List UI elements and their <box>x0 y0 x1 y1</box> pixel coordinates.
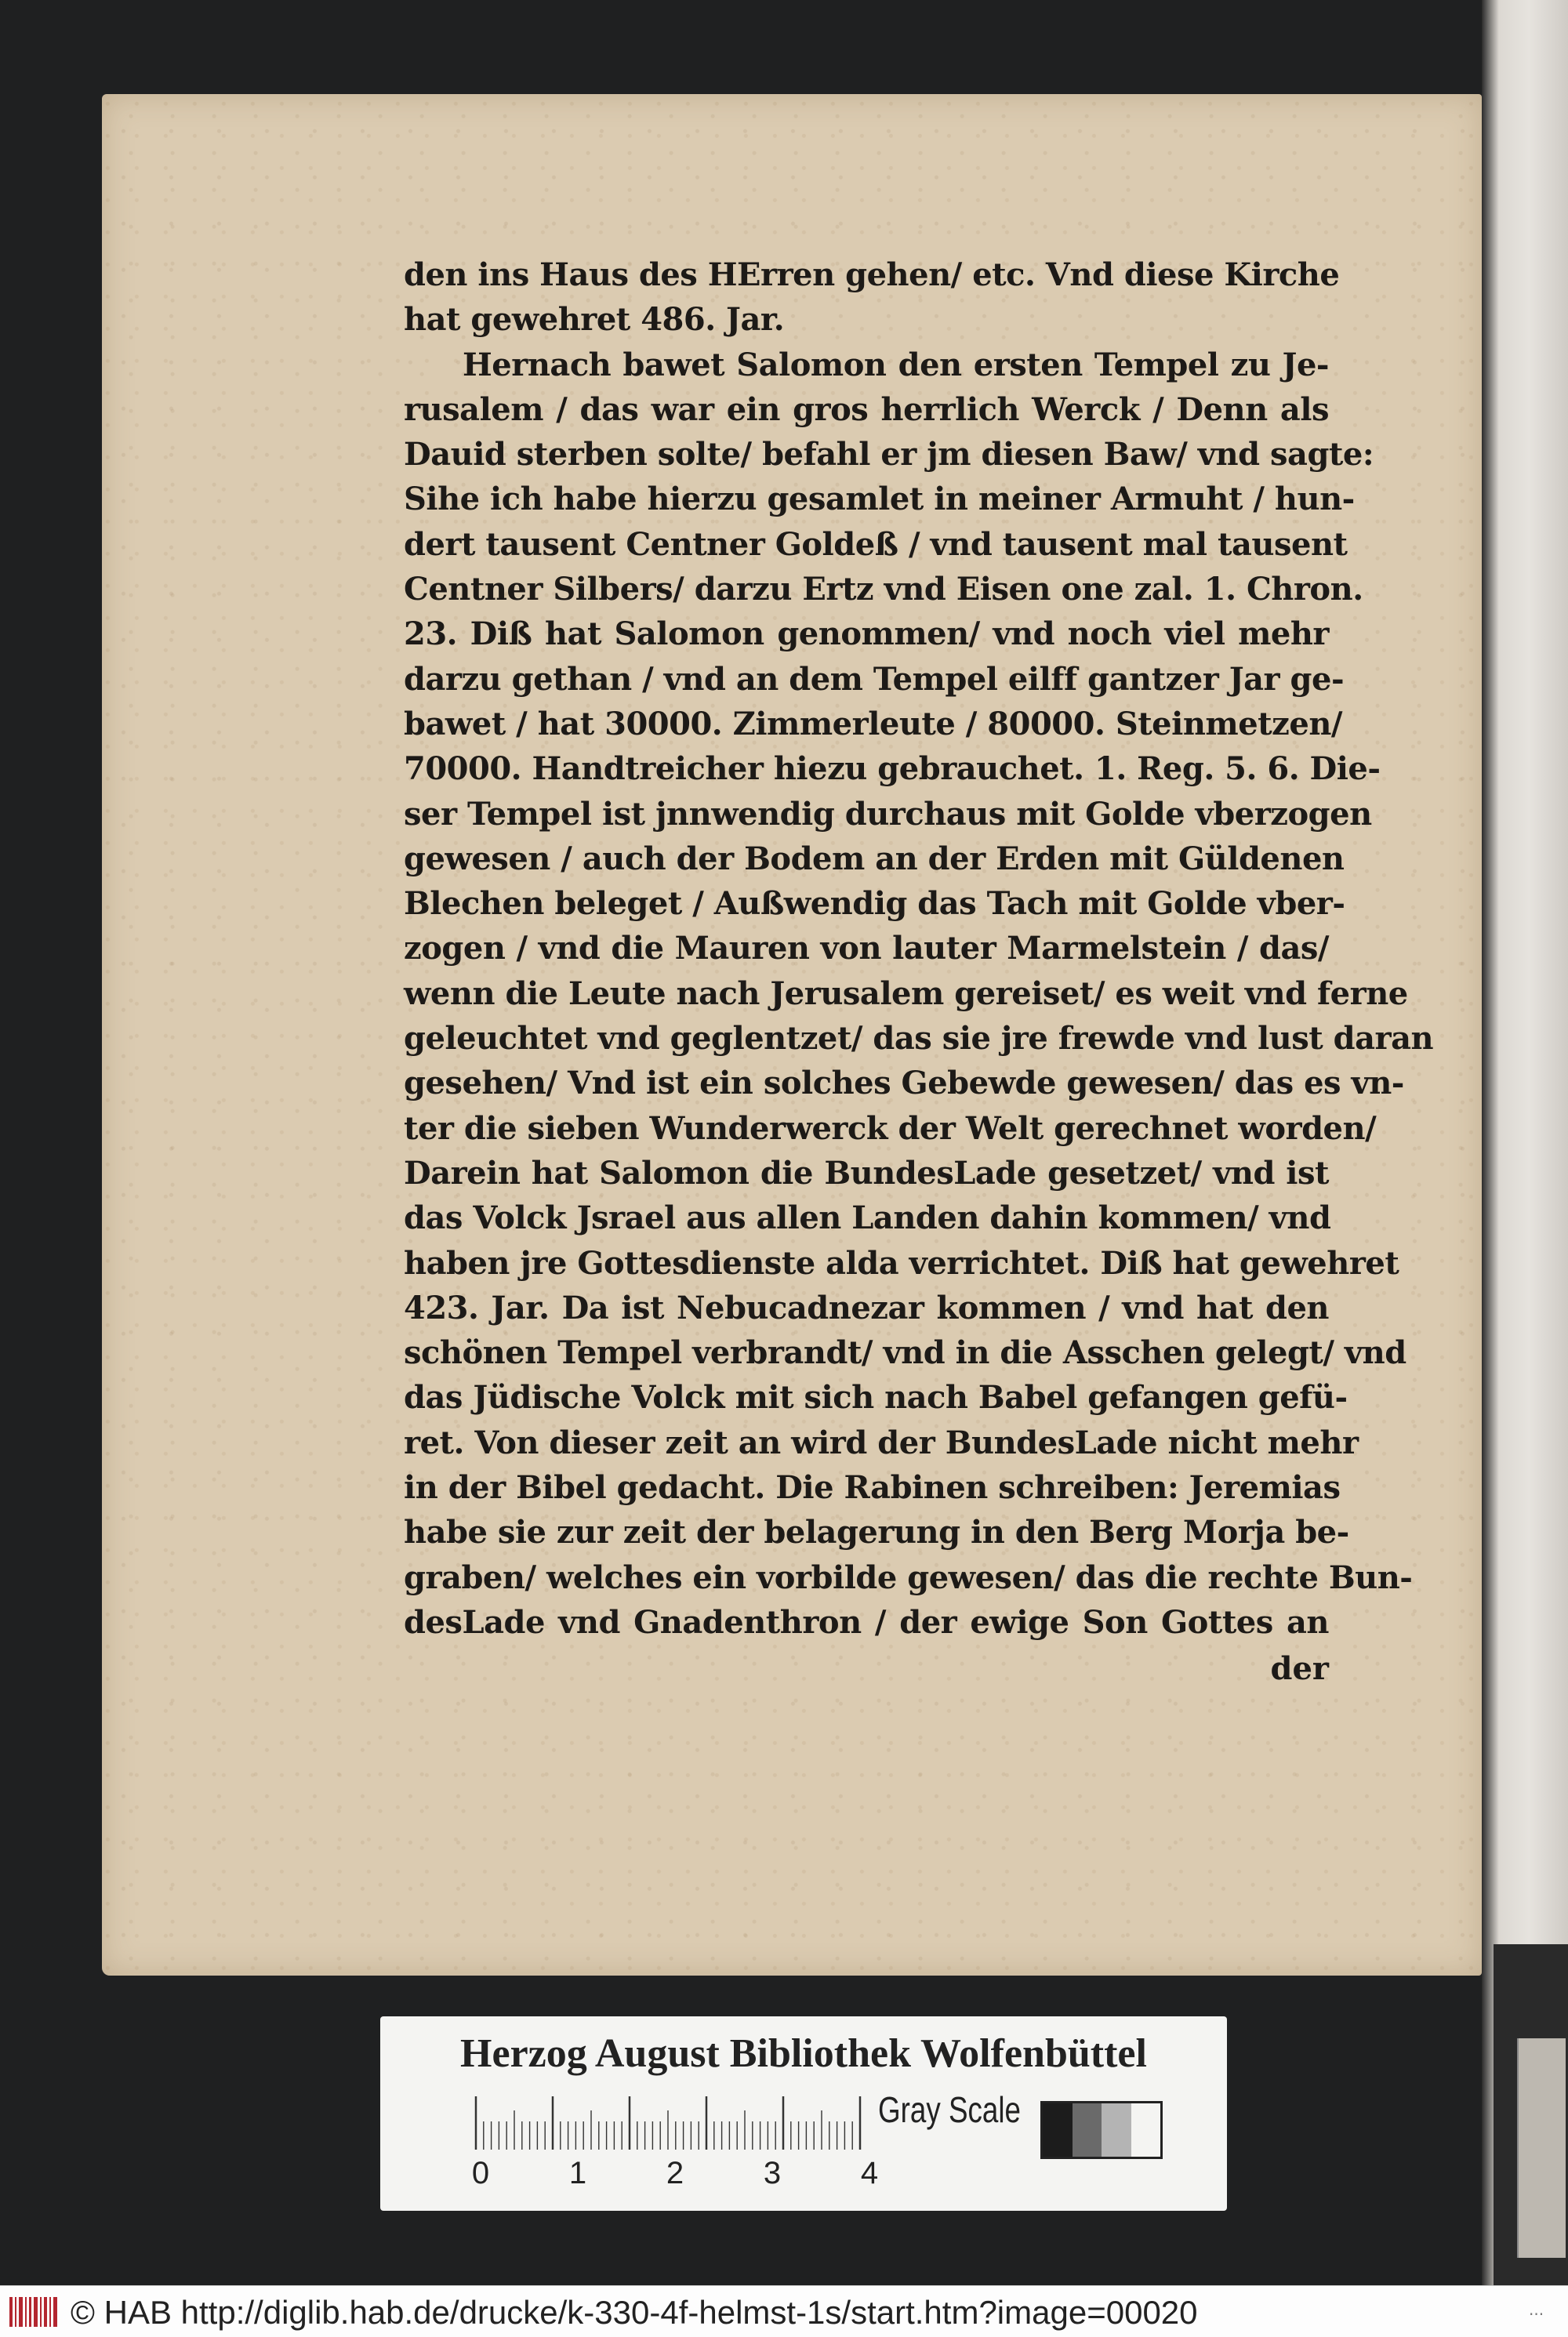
text-line: Sihe ich habe hierzu gesamlet in meiner Armuht / hun- <box>404 481 1355 518</box>
ruler-number: 2 <box>666 2156 684 2190</box>
text-line: ret. Von dieser zeit an wird der BundesLade nicht mehr <box>404 1424 1359 1461</box>
text-line: darzu gethan / vnd an dem Tempel eilff gantzer Jar ge- <box>404 660 1345 698</box>
footer-url-text[interactable]: © HAB http://diglib.hab.de/drucke/k-330-4f-helmst-1s/start.htm?image=00020 <box>71 2294 1198 2331</box>
library-scale-card <box>380 2016 1227 2211</box>
gray-swatch <box>1043 2103 1073 2157</box>
text-line: zogen / vnd die Mauren von lauter Marmelstein / das/ <box>404 930 1329 967</box>
text-line: geleuchtet vnd geglentzet/ das sie jre frewde vnd lust daran <box>404 1020 1434 1058</box>
gray-swatch <box>1073 2103 1102 2157</box>
text-line: 23. Diß hat Salomon genommen/ vnd noch viel mehr <box>404 615 1329 653</box>
barcode-icon <box>8 2294 63 2330</box>
text-line: hat gewehret 486. Jar. <box>404 301 785 339</box>
gray-swatch <box>1131 2103 1161 2157</box>
text-line: das Volck Jsrael aus allen Landen dahin kommen/ vnd <box>404 1199 1331 1237</box>
ruler-number: 1 <box>568 2156 587 2190</box>
text-line: 423. Jar. Da ist Nebucadnezar kommen / vnd hat den <box>404 1289 1329 1326</box>
text-line: in der Bibel gedacht. Die Rabinen schreiben: Jeremias <box>404 1469 1341 1507</box>
text-line: gewesen / auch der Bodem an der Erden mit Güldenen <box>404 840 1345 877</box>
ruler-scale <box>473 2095 865 2150</box>
gray-scale-label: Gray Scale <box>878 2089 1022 2130</box>
text-line: desLade vnd Gnadenthron / der ewige Son Gottes an <box>404 1603 1329 1641</box>
text-line: Centner Silbers/ darzu Ertz vnd Eisen one zal. 1. Chron. <box>404 571 1363 608</box>
ruler-number: 3 <box>763 2156 782 2190</box>
footer-dots: ... <box>1529 2300 1544 2319</box>
text-line: rusalem / das war ein gros herrlich Werck / Denn als <box>404 390 1329 428</box>
text-line: graben/ welches ein vorbilde gewesen/ das die rechte Bun- <box>404 1559 1413 1596</box>
ruler-number: 4 <box>860 2156 879 2190</box>
ruler-number: 0 <box>471 2156 490 2190</box>
text-line: haben jre Gottesdienste alda verrichtet. Diß hat gewehret <box>404 1244 1399 1282</box>
gray-swatch <box>1102 2103 1131 2157</box>
catchword: der <box>1270 1650 1329 1687</box>
text-line: gesehen/ Vnd ist ein solches Gebewde gewesen/ das es vn- <box>404 1065 1404 1102</box>
library-name: Herzog August Bibliothek Wolfenbüttel <box>460 2031 1147 2076</box>
page-text <box>404 252 1434 1645</box>
text-line: ser Tempel ist jnnwendig durchaus mit Golde vberzogen <box>404 795 1372 833</box>
text-line: Blechen beleget / Außwendig das Tach mit Golde vber- <box>404 885 1345 923</box>
text-line: den ins Haus des HErren gehen/ etc. Vnd diese Kirche <box>404 256 1340 293</box>
text-line: dert tausent Centner Goldeß / vnd tausent mal tausent <box>404 525 1348 563</box>
ruler-numbers <box>465 2156 879 2194</box>
spine-label <box>1517 2038 1566 2258</box>
text-line: ter die sieben Wunderwerck der Welt gerechnet worden/ <box>404 1109 1377 1147</box>
text-line: das Jüdische Volck mit sich nach Babel gefangen gefü- <box>404 1379 1348 1417</box>
text-line: habe sie zur zeit der belagerung in den Berg Morja be- <box>404 1514 1349 1551</box>
book-edge-strip <box>1482 0 1568 2285</box>
gray-scale-swatches <box>1040 2101 1163 2159</box>
text-line: bawet / hat 30000. Zimmerleute / 80000. Steinmetzen/ <box>404 705 1343 742</box>
text-line: wenn die Leute nach Jerusalem gereiset/ es weit vnd ferne <box>404 974 1408 1012</box>
text-line: Hernach bawet Salomon den ersten Tempel zu Je- <box>463 346 1329 383</box>
text-line: Dauid sterben solte/ befahl er jm diesen Baw/ vnd sagte: <box>404 436 1374 474</box>
text-line: Darein hat Salomon die BundesLade gesetzet/ vnd ist <box>404 1154 1329 1192</box>
text-line: 70000. Handtreicher hiezu gebrauchet. 1. Reg. 5. 6. Die- <box>404 750 1381 788</box>
text-line: schönen Tempel verbrandt/ vnd in die Asschen gelegt/ vnd <box>404 1334 1406 1372</box>
footer-bar <box>0 2285 1568 2337</box>
